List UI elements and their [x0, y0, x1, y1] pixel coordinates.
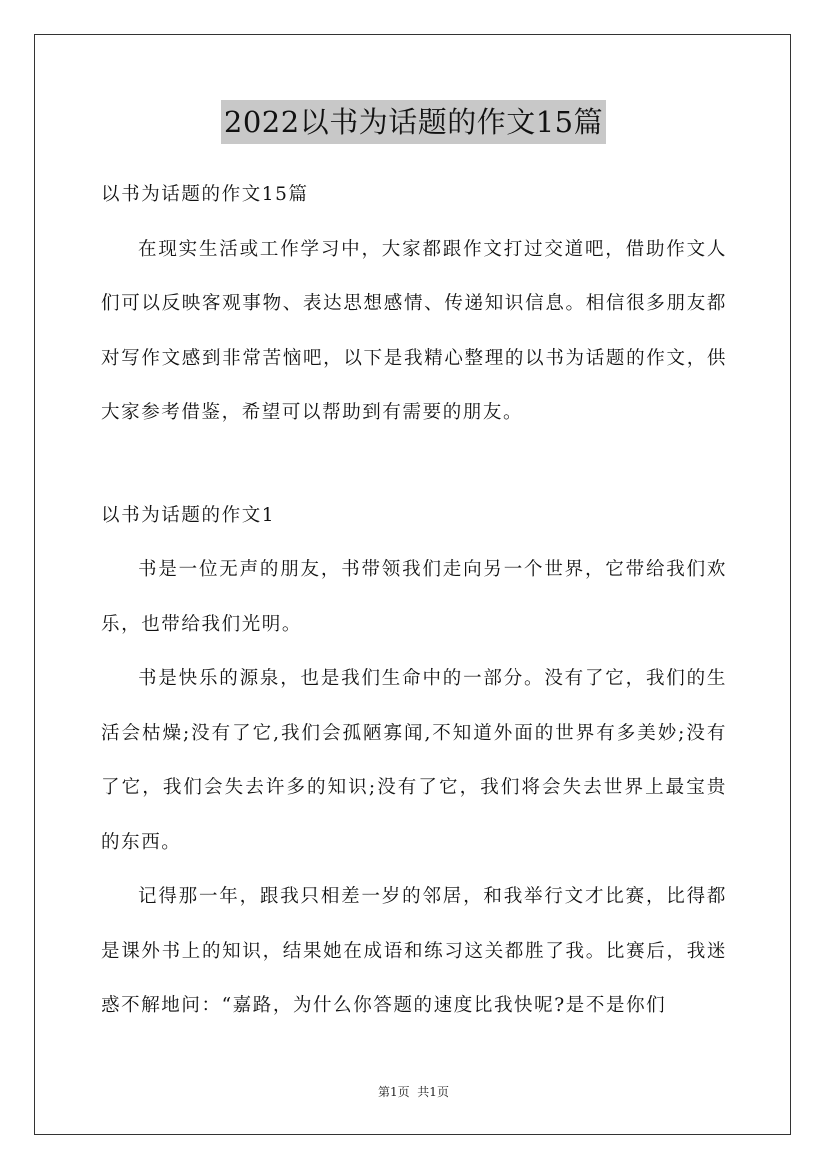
document-body	[101, 168, 727, 1034]
body-paragraph: 记得那一年，跟我只相差一岁的邻居，和我举行文才比赛，比得都是课外书上的知识，结果她在成语和练习这关都胜了我。比赛后，我迷惑不解地问：“嘉路，为什么你答题的速度比我快呢?是不是你们	[101, 886, 727, 1016]
intro-paragraph: 在现实生活或工作学习中，大家都跟作文打过交道吧，借助作文人们可以反映客观事物、表达思想感情、传递知识信息。相信很多朋友都对写作文感到非常苦恼吧，以下是我精心整理的以书为话题的作文，供大家参考借鉴，希望可以帮助到有需要的朋友。	[101, 238, 727, 423]
body-paragraph: 书是快乐的源泉，也是我们生命中的一部分。没有了它，我们的生活会枯燥;没有了它,我们会孤陋寡闻,不知道外面的世界有多美妙;没有了它，我们会失去许多的知识;没有了它，我们将会失去世界上最宝贵的东西。	[101, 668, 727, 853]
section-heading: 以书为话题的作文1	[101, 504, 276, 526]
page-footer	[0, 1083, 827, 1101]
subtitle-paragraph: 以书为话题的作文15篇	[101, 184, 309, 205]
document-title: 2022以书为话题的作文15篇	[221, 100, 606, 144]
body-paragraph: 书是一位无声的朋友，书带领我们走向另一个世界，它带给我们欢乐，也带给我们光明。	[101, 559, 727, 635]
title-wrap	[0, 100, 827, 144]
page-number: 第1页 共1页	[378, 1085, 449, 1099]
